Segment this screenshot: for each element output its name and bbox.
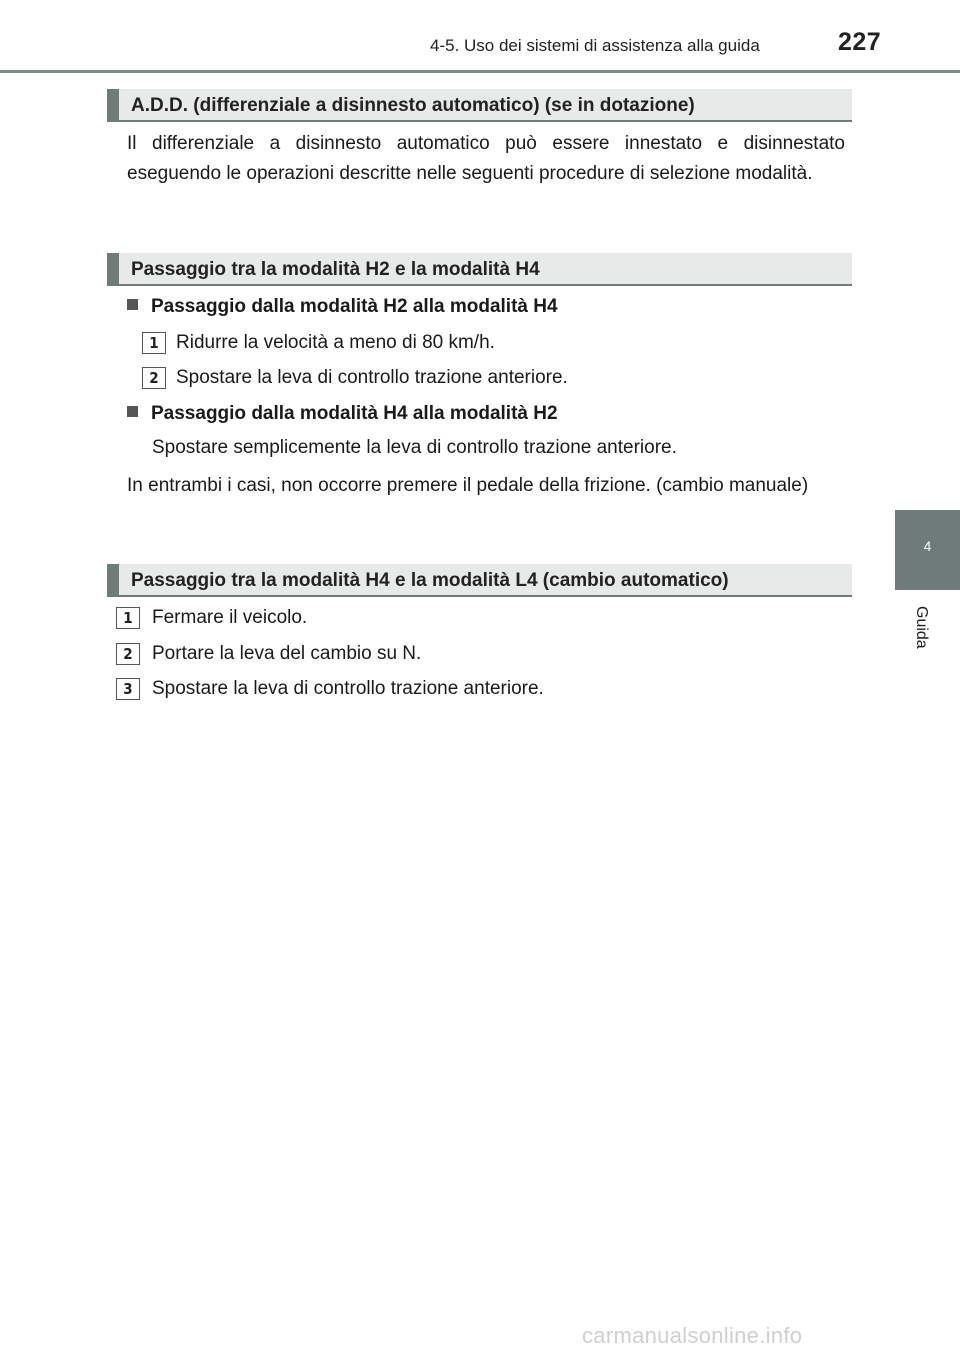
subheading-text: Passaggio dalla modalità H2 alla modalità H4 [151, 296, 558, 317]
square-bullet-icon [127, 299, 138, 310]
section-heading-text: Passaggio tra la modalità H4 e la modalità L4 (cambio automatico) [131, 570, 729, 591]
clutch-note-paragraph: In entrambi i casi, non occorre premere il pedale della frizione. (cambio manuale) [127, 475, 809, 496]
subheading-h2-to-h4 [127, 296, 558, 318]
section-heading-text: A.D.D. (differenziale a disinnesto automatico) (se in dotazione) [131, 95, 695, 116]
step-text: Fermare il veicolo. [152, 607, 308, 628]
watermark: carmanualsonline.info [582, 1323, 803, 1348]
section-heading-h2-h4 [107, 253, 852, 286]
instruction-text: Spostare semplicemente la leva di controllo trazione anteriore. [152, 437, 677, 458]
section-heading-add [107, 89, 852, 122]
step-number-badge: 3 [116, 678, 140, 700]
step-number-badge: 2 [116, 643, 140, 665]
subheading-text: Passaggio dalla modalità H4 alla modalità H2 [151, 403, 558, 424]
header-divider [0, 70, 960, 73]
intro-paragraph: Il differenziale a disinnesto automatico può essere innestato e disinnestato eseguendo le operazioni descritte nelle seguenti procedure di selezione modalità. [127, 133, 845, 184]
page-number: 227 [838, 28, 882, 56]
chapter-tab-number: 4 [923, 538, 932, 554]
step-text: Portare la leva del cambio su N. [152, 643, 422, 664]
section-heading-h4-l4 [107, 564, 852, 597]
chapter-tab[interactable] [895, 510, 960, 590]
step-number-badge: 2 [142, 367, 166, 389]
step-number-badge: 1 [116, 607, 140, 629]
section-heading-text: Passaggio tra la modalità H2 e la modalità H4 [131, 259, 540, 280]
step-text: Ridurre la velocità a meno di 80 km/h. [176, 332, 495, 353]
chapter-tab-label: Guida [913, 606, 930, 649]
step-text: Spostare la leva di controllo trazione anteriore. [176, 367, 568, 388]
square-bullet-icon [127, 406, 138, 417]
step-number-badge: 1 [142, 332, 166, 354]
running-header: 4-5. Uso dei sistemi di assistenza alla guida [430, 36, 760, 55]
step-text: Spostare la leva di controllo trazione anteriore. [152, 678, 544, 699]
subheading-h4-to-h2 [127, 403, 558, 425]
